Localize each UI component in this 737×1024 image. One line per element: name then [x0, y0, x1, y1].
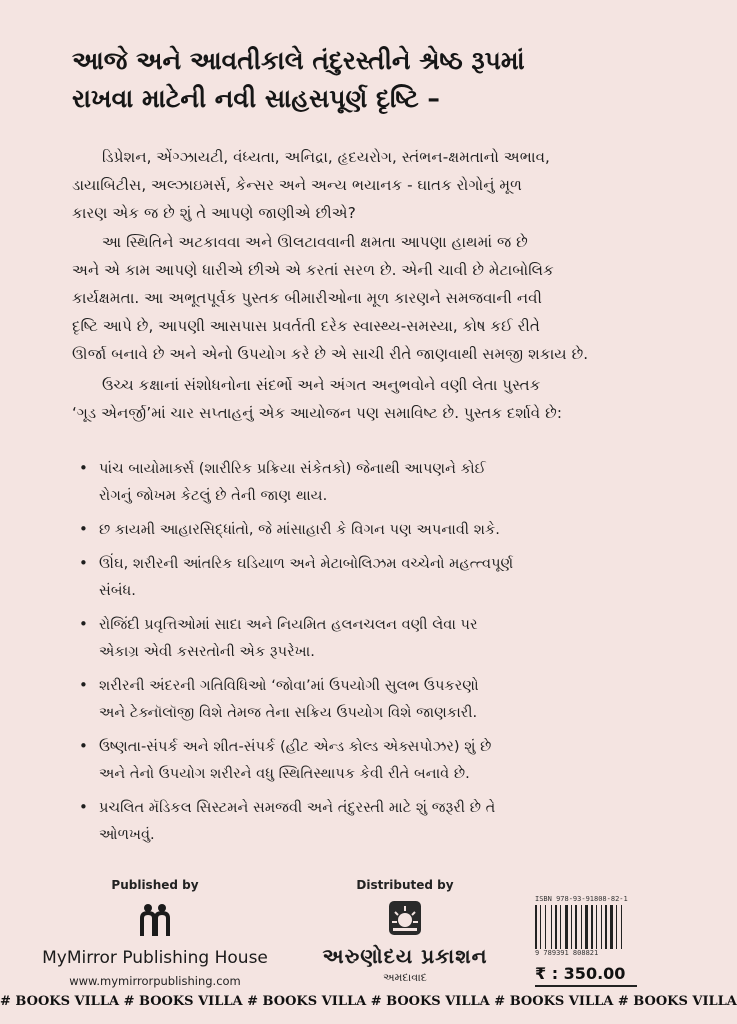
publisher-name: MyMirror Publishing House: [42, 948, 268, 968]
plan-line: ઉચ્ચ કક્ષાનાં સંશોધનોના સંદર્ભો અને અંગત અનુભવોને વણી લેતા પુસ્તક: [102, 376, 541, 394]
barcode-bar: [558, 905, 559, 949]
isbn-number: ISBN 978-93-91808-82-1: [535, 895, 628, 903]
distributor-city: અમદાવાદ: [383, 971, 427, 984]
isbn-barcode: [535, 895, 635, 957]
barcode-bar: [562, 905, 564, 949]
description-line: ઊર્જા બનાવે છે અને એનો ઉપયોગ કરે છે એ સાચી રીતે જાણવાથી સમજી શકાય છે.: [72, 345, 589, 363]
barcode-bar: [555, 905, 557, 949]
description-line: આ સ્થિતિને અટકાવવા અને ઊલટાવવાની ક્ષમતા આપણા હાથમાં જ છે: [102, 233, 528, 251]
plan-line: ‘ગૂડ એનર્જી’માં ચાર સપ્તાહનું એક આયોજન પણ સમાવિષ્ટ છે. પુસ્તક દર્શાવે છે:: [72, 404, 562, 422]
feature-list: [72, 455, 617, 855]
distributed-by-label: Distributed by: [356, 878, 454, 892]
list-item: • ઊંઘ, શરીરની આંતરિક ઘડિયાળ અને મેટાબોલિઝમ વચ્ચેનો મહત્ત્વપૂર્ણ સંબંધ.: [72, 550, 617, 604]
barcode-bar: [598, 905, 600, 949]
barcode-bars: [535, 905, 635, 949]
sunrise-emblem-icon: [387, 898, 423, 938]
list-item: • શરીરની અંદરની ગતિવિધિઓ ‘જોવા’માં ઉપયોગી સુલભ ઉપકરણો અને ટેક્નૉલૉજી વિશે તેમજ તેના સક્રિય ઉપયોગ વિશે જાણકારી.: [72, 672, 617, 726]
barcode-bar: [535, 905, 537, 949]
price-label: ₹ : 350.00: [535, 964, 626, 983]
barcode-bar: [551, 905, 552, 949]
description-paragraph: [72, 228, 612, 368]
intro-line: ડિપ્રેશન, એંગ્ઝાયટી, વંધ્યતા, અનિદ્રા, હૃદયરોગ, સ્તંભન-ક્ષમતાનો અભાવ,: [102, 148, 550, 166]
barcode-bar: [610, 905, 613, 949]
barcode-bar: [583, 905, 584, 949]
list-item: • રોજિંદી પ્રવૃત્તિઓમાં સાદા અને નિયમિત હલનચલન વણી લેવા પર એકાગ્ર એવી કસરતોની એક રૂપરેખા.: [72, 611, 617, 665]
barcode-bar: [565, 905, 568, 949]
barcode-bar: [621, 905, 622, 949]
barcode-digits: 9 789391 808821: [535, 949, 599, 957]
barcode-bar: [623, 905, 625, 949]
barcode-bar: [596, 905, 597, 949]
barcode-bar: [589, 905, 590, 949]
barcode-bar: [538, 905, 539, 949]
barcode-bar: [585, 905, 588, 949]
barcode-bar: [603, 905, 604, 949]
bullet-icon: •: [79, 676, 88, 694]
bullet-icon: •: [79, 615, 88, 633]
barcode-bar: [553, 905, 554, 949]
intro-line: ડાયાબિટીસ, અલ્ઝાઇમર્સ, કેન્સર અને અન્ય ભયાનક - ઘાતક રોગોનું મૂળ: [72, 176, 522, 194]
bullet-icon: •: [79, 459, 88, 477]
barcode-bar: [571, 905, 572, 949]
barcode-bar: [575, 905, 577, 949]
price-underline: [535, 985, 637, 987]
barcode-bar: [591, 905, 593, 949]
published-by-label: Published by: [111, 878, 199, 892]
bullet-icon: •: [79, 737, 88, 755]
barcode-bar: [616, 905, 617, 949]
barcode-bar: [578, 905, 580, 949]
distributor-block: [300, 878, 510, 985]
barcode-bar: [601, 905, 602, 949]
barcode-bar: [560, 905, 561, 949]
barcode-bar: [542, 905, 544, 949]
bullet-icon: •: [79, 798, 88, 816]
plan-paragraph: [72, 371, 612, 427]
intro-paragraph: [72, 143, 612, 227]
headline-line-2: રાખવા માટેની નવી સાહસપૂર્ણ દૃષ્ટિ –: [72, 84, 440, 113]
barcode-bar: [540, 905, 541, 949]
list-item: • ઉષ્ણતા-સંપર્ક અને શીત-સંપર્ક (હીટ એન્ડ કોલ્ડ એક્સપોઝર) શું છે અને તેનો ઉપયોગ શરીરને વધુ સ્થિતિસ્થાપક કેવી રીતે બનાવે છે.: [72, 733, 617, 787]
barcode-bar: [614, 905, 615, 949]
barcode-bar: [594, 905, 595, 949]
publisher-block: [40, 878, 270, 988]
mymirror-logo-icon: [135, 900, 175, 940]
barcode-bar: [545, 905, 546, 949]
headline: [72, 42, 632, 118]
publisher-url: www.mymirrorpublishing.com: [69, 974, 241, 988]
list-item: • પ્રચલિત મૅડિકલ સિસ્ટમને સમજવી અને તંદુરસ્તી માટે શું જરૂરી છે તે ઓળખવું.: [72, 794, 617, 848]
barcode-bar: [605, 905, 607, 949]
barcode-bar: [618, 905, 620, 949]
list-item: • પાંચ બાયોમાર્ક્સ (શારીરિક પ્રક્રિયા સંકેતકો) જેનાથી આપણને કોઈ રોગનું જોખમ કેટલું છે તેની જાણ થાય.: [72, 455, 617, 509]
headline-line-1: આજે અને આવતીકાલે તંદુરસ્તીને શ્રેષ્ઠ રૂપમાં: [72, 46, 525, 75]
description-line: કાર્યક્ષમતા. આ અભૂતપૂર્વક પુસ્તક બીમારીઓના મૂળ કારણને સમજવાની નવી: [72, 289, 542, 307]
bullet-icon: •: [79, 520, 88, 538]
intro-line: કારણ એક જ છે શું તે આપણે જાણીએ છીએ?: [72, 204, 356, 222]
books-villa-watermark: # BOOKS VILLA # BOOKS VILLA # BOOKS VILLA # BOOKS VILLA # BOOKS VILLA # BOOKS VILLA: [0, 994, 737, 1009]
barcode-bar: [581, 905, 582, 949]
bullet-icon: •: [79, 554, 88, 572]
list-item: • છ કાયમી આહારસિદ્ધાંતો, જે માંસાહારી કે વિગન પણ અપનાવી શકે.: [72, 516, 617, 543]
barcode-bar: [608, 905, 609, 949]
barcode-bar: [569, 905, 570, 949]
description-line: દૃષ્ટિ આપે છે, આપણી આસપાસ પ્રવર્તતી દરેક સ્વાસ્થ્ય-સમસ્યા, કોષ કઈ રીતે: [72, 317, 540, 335]
barcode-bar: [547, 905, 550, 949]
barcode-bar: [573, 905, 574, 949]
distributor-name: અરુણોદય પ્રકાશન: [322, 944, 488, 968]
description-line: અને એ કામ આપણે ધારીએ છીએ એ કરતાં સરળ છે. એની ચાવી છે મેટાબોલિક: [72, 261, 554, 279]
